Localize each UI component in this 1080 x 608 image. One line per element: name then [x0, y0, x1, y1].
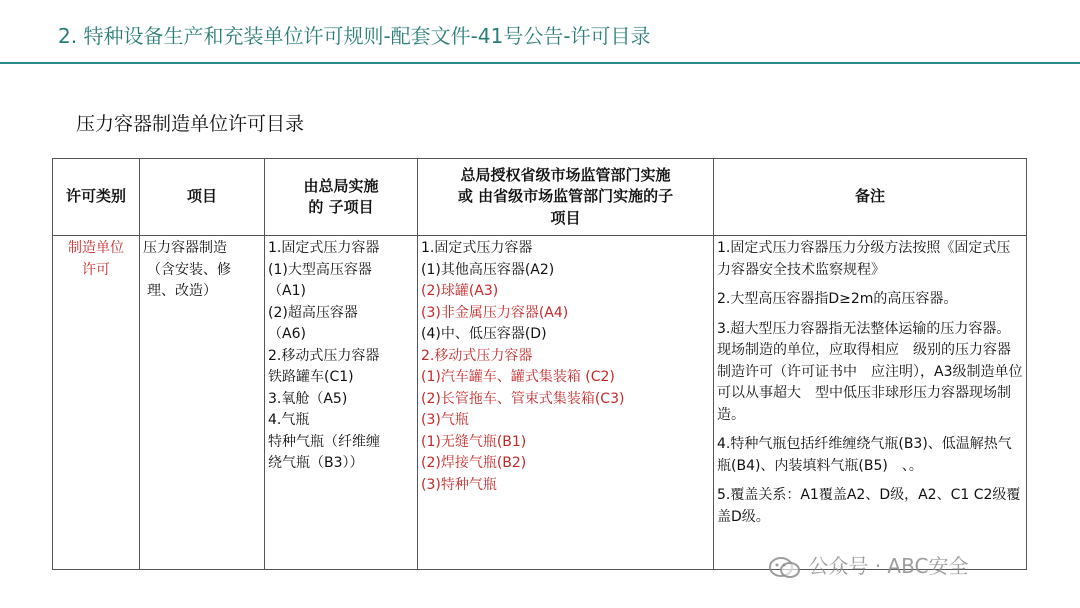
- category-line-1: 制造单位: [68, 240, 124, 256]
- hq-subitem: (2)超高压容器: [268, 304, 358, 321]
- hq-subitem: 铁路罐车(C1): [268, 369, 354, 385]
- table-header-row: [53, 159, 1027, 236]
- note-paragraph: 5.覆盖关系：A1覆盖A2、D级，A2、C1 C2级覆盖D级。: [717, 487, 1021, 525]
- slide-title: 2. 特种设备生产和充装单位许可规则-配套文件-41号公告-许可目录: [58, 24, 651, 48]
- hq-subitem: （A1): [268, 283, 306, 299]
- prov-subitem-highlighted: (1)汽车罐车、罐式集装箱 (C2): [421, 369, 615, 385]
- item-line-2: （含安装、修: [147, 261, 231, 278]
- prov-subitem-highlighted: (2)焊接气瓶(B2): [421, 455, 527, 471]
- header-category: 许可类别: [53, 159, 140, 236]
- hq-subitem: （A6): [268, 326, 306, 342]
- cell-item: [140, 236, 265, 570]
- prov-subitem: 1.固定式压力容器: [421, 240, 533, 256]
- cell-hq-subitems: [265, 236, 418, 570]
- cell-notes: [714, 236, 1027, 570]
- header-provincial-subitems: [418, 159, 714, 236]
- note-paragraph: 2.大型高压容器指D≥2m的高压容器。: [717, 291, 958, 307]
- header-item: 项目: [140, 159, 265, 236]
- category-line-2: 许可: [82, 261, 110, 278]
- prov-subitem: (4)中、低压容器(D): [421, 326, 547, 342]
- prov-subitem-highlighted: (1)无缝气瓶(B1): [421, 433, 527, 450]
- prov-subitem-highlighted: (3)非金属压力容器(A4): [421, 304, 569, 321]
- item-line-3: 理、改造）: [147, 283, 217, 299]
- header-hq-line-2: 的 子项目: [308, 198, 374, 216]
- prov-subitem-highlighted: (2)球罐(A3): [421, 283, 499, 299]
- watermark-text: 公众号 · ABC安全: [808, 554, 969, 578]
- hq-subitem: 绕气瓶（B3））: [268, 455, 364, 471]
- wechat-icon: [768, 556, 802, 580]
- header-prov-line-3: 项目: [550, 208, 581, 227]
- header-notes: 备注: [714, 159, 1027, 236]
- header-prov-line-1: 总局授权省级市场监管部门实施: [460, 165, 671, 184]
- hq-subitem: (1)大型高压容器: [268, 261, 372, 278]
- note-paragraph: 3.超大型压力容器指无法整体运输的压力容器。现场制造的单位，应取得相应 级别的压力容器制造许可（许可证书中 应注明），A3级制造单位可以从事超大 型中低压非球形压力容器现场制造。: [717, 320, 1023, 423]
- prov-subitem-highlighted: (2)长管拖车、管束式集装箱(C3): [421, 390, 625, 407]
- section-title: 压力容器制造单位许可目录: [76, 113, 305, 135]
- header-prov-line-2: 或 由省级市场监管部门实施的子: [457, 187, 674, 206]
- header-hq-subitems: [265, 159, 418, 236]
- permit-catalog-table: [52, 158, 1027, 570]
- item-line-1: 压力容器制造: [143, 240, 227, 256]
- table-row: [53, 236, 1027, 570]
- note-paragraph: 4.特种气瓶包括纤维缠绕气瓶(B3)、低温解热气瓶(B4)、内装填料气瓶(B5) 、。: [717, 436, 1012, 474]
- cell-provincial-subitems: [418, 236, 714, 570]
- hq-subitem: 2.移动式压力容器: [268, 347, 380, 364]
- prov-subitem-highlighted: (3)气瓶: [421, 412, 469, 428]
- note-paragraph: 1.固定式压力容器压力分级方法按照《固定式压力容器安全技术监察规程》: [717, 240, 1011, 278]
- header-hq-line-1: 由总局实施: [303, 176, 379, 195]
- slide-header: [0, 0, 1080, 64]
- prov-subitem-highlighted: 2.移动式压力容器: [421, 347, 533, 364]
- prov-subitem-highlighted: (3)特种气瓶: [421, 476, 497, 493]
- hq-subitem: 1.固定式压力容器: [268, 240, 380, 256]
- hq-subitem: 4.气瓶: [268, 412, 310, 428]
- hq-subitem: 3.氧舱（A5): [268, 390, 348, 407]
- cell-category: [53, 236, 140, 570]
- prov-subitem: (1)其他高压容器(A2): [421, 261, 555, 278]
- watermark: [768, 550, 968, 580]
- hq-subitem: 特种气瓶（纤维缠: [268, 433, 380, 450]
